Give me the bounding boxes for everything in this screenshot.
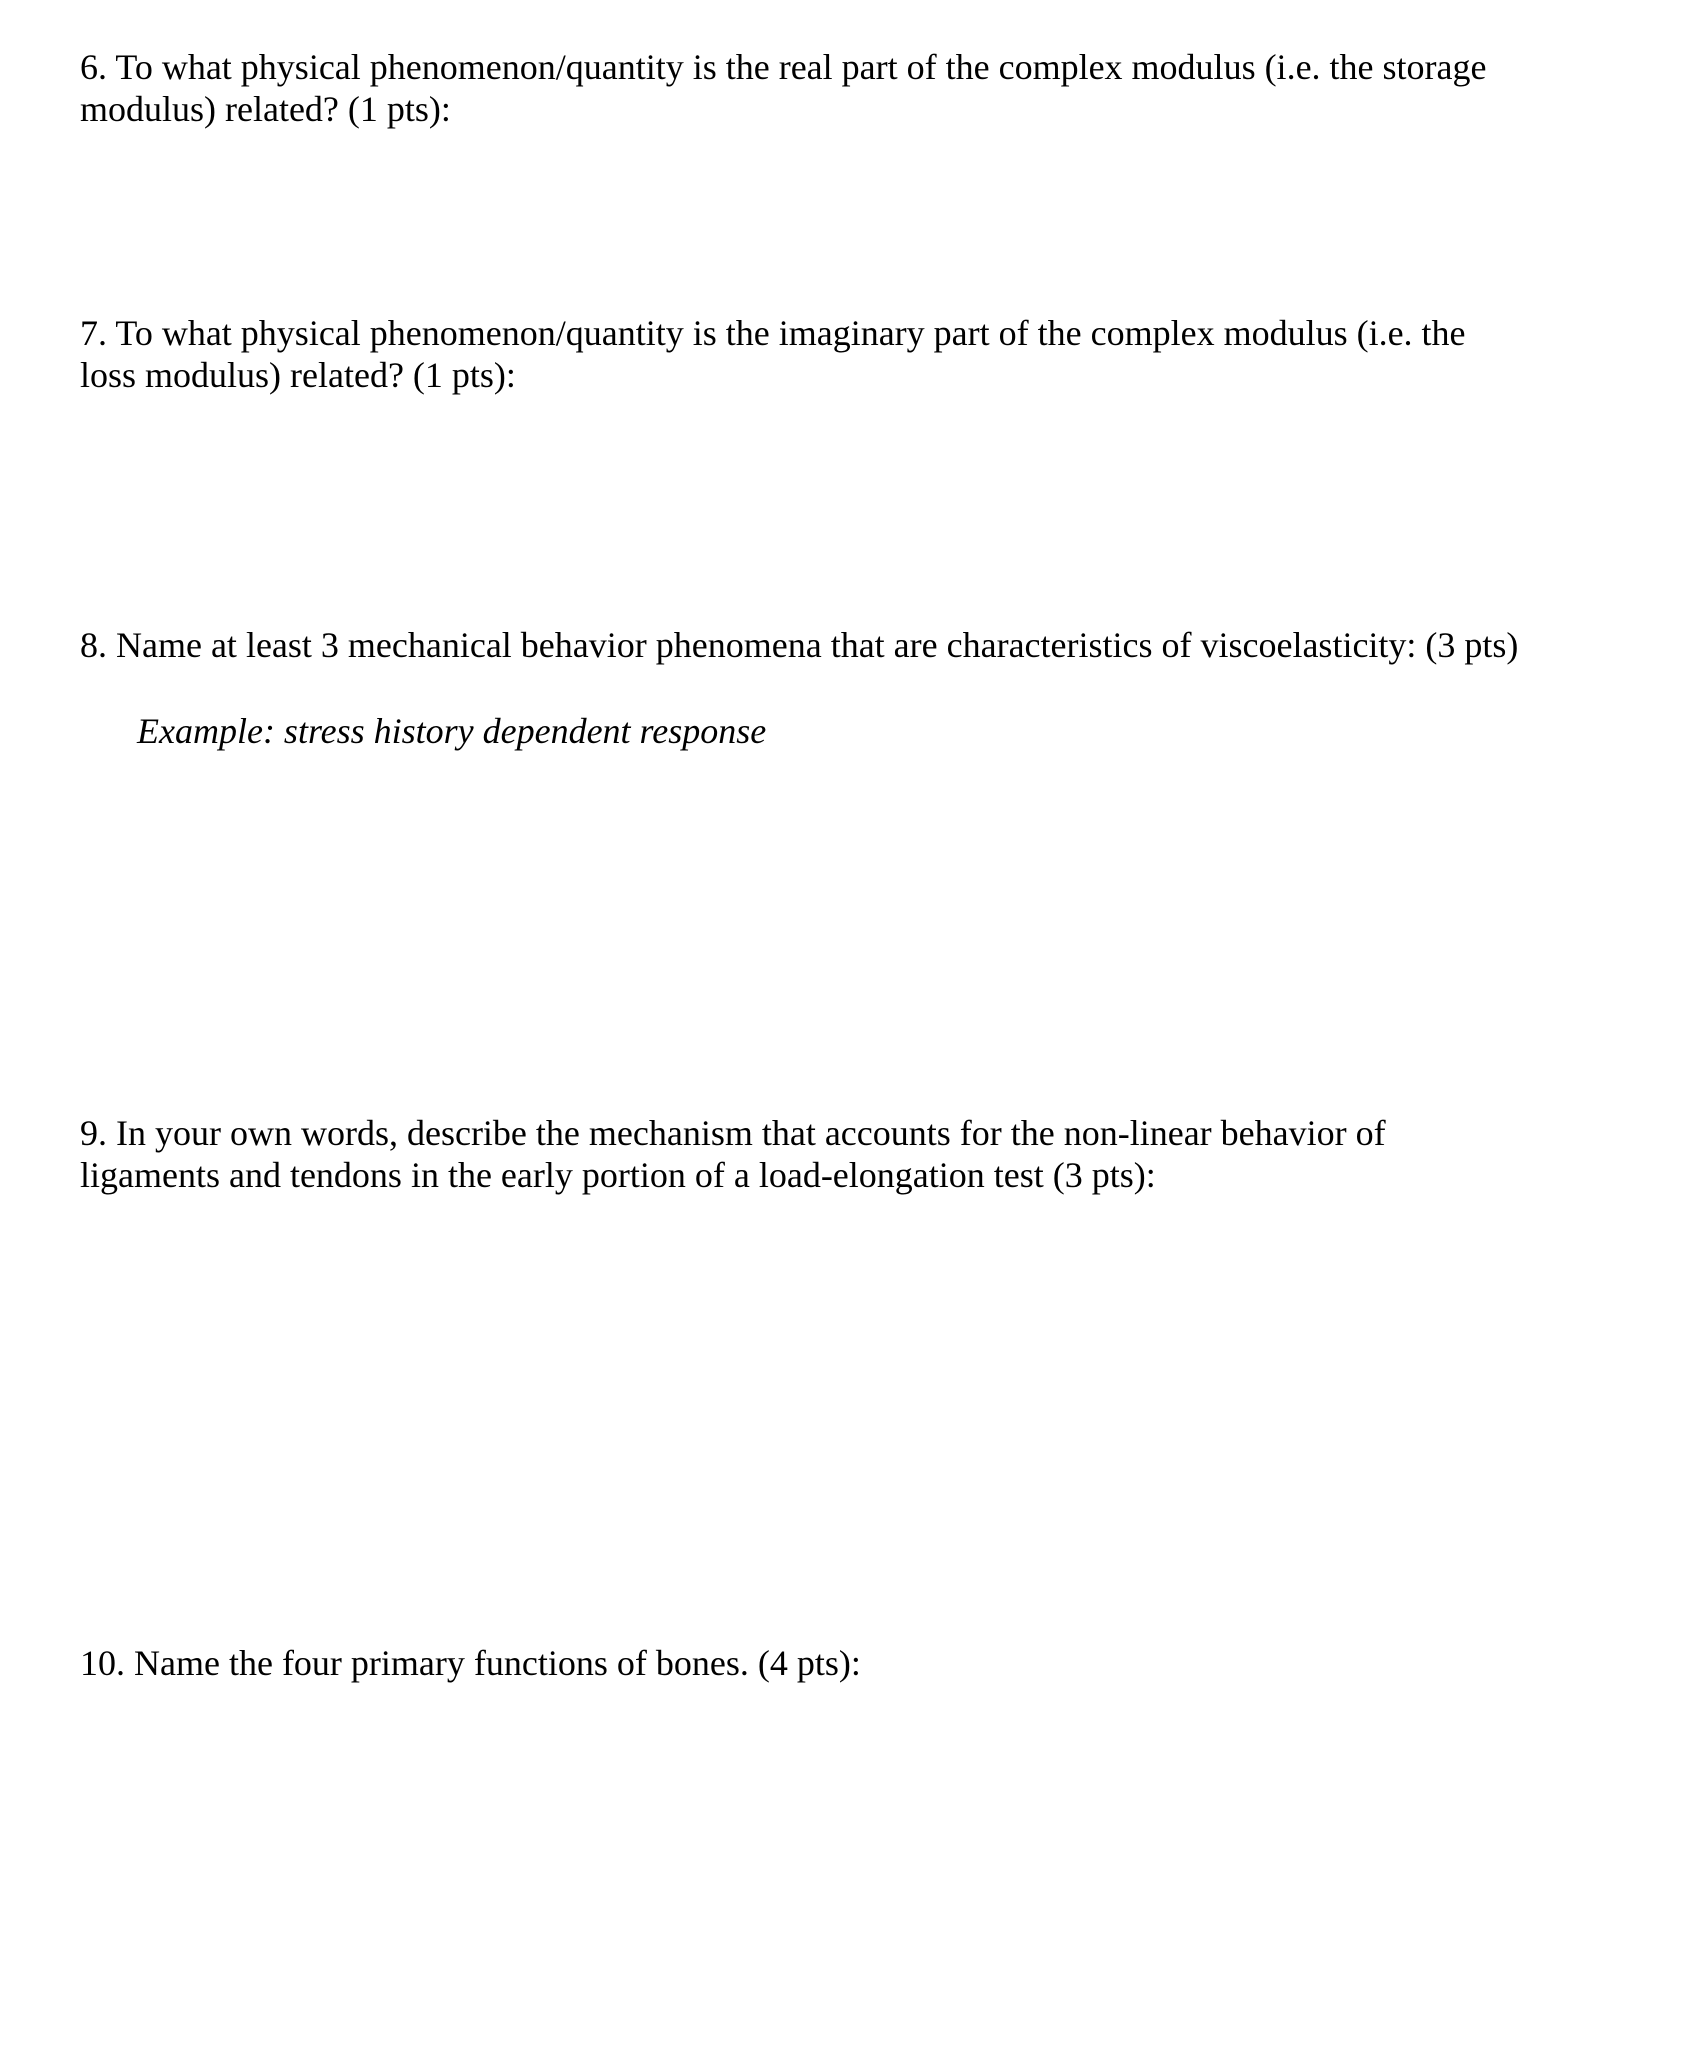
question-7-line-2: loss modulus) related? (1 pts): bbox=[80, 355, 516, 395]
question-6-line-2: modulus) related? (1 pts): bbox=[80, 89, 451, 129]
question-7 bbox=[80, 312, 1640, 396]
question-9-line-1: 9. In your own words, describe the mechanism that accounts for the non-linear behavior of bbox=[80, 1113, 1386, 1153]
question-9 bbox=[80, 1112, 1640, 1196]
question-10-line-1: 10. Name the four primary functions of bones. (4 pts): bbox=[80, 1643, 861, 1683]
question-7-line-1: 7. To what physical phenomenon/quantity is the imaginary part of the complex modulus (i.e. the bbox=[80, 313, 1466, 353]
question-9-line-2: ligaments and tendons in the early portion of a load-elongation test (3 pts): bbox=[80, 1155, 1156, 1195]
question-10 bbox=[80, 1642, 1640, 1684]
question-6-line-1: 6. To what physical phenomenon/quantity is the real part of the complex modulus (i.e. the storage bbox=[80, 47, 1487, 87]
question-6 bbox=[80, 46, 1640, 130]
question-8 bbox=[80, 624, 1640, 666]
question-8-line-1: 8. Name at least 3 mechanical behavior phenomena that are characteristics of viscoelasticity: (3 pts) bbox=[80, 625, 1519, 665]
question-8-example: Example: stress history dependent response bbox=[137, 711, 767, 751]
